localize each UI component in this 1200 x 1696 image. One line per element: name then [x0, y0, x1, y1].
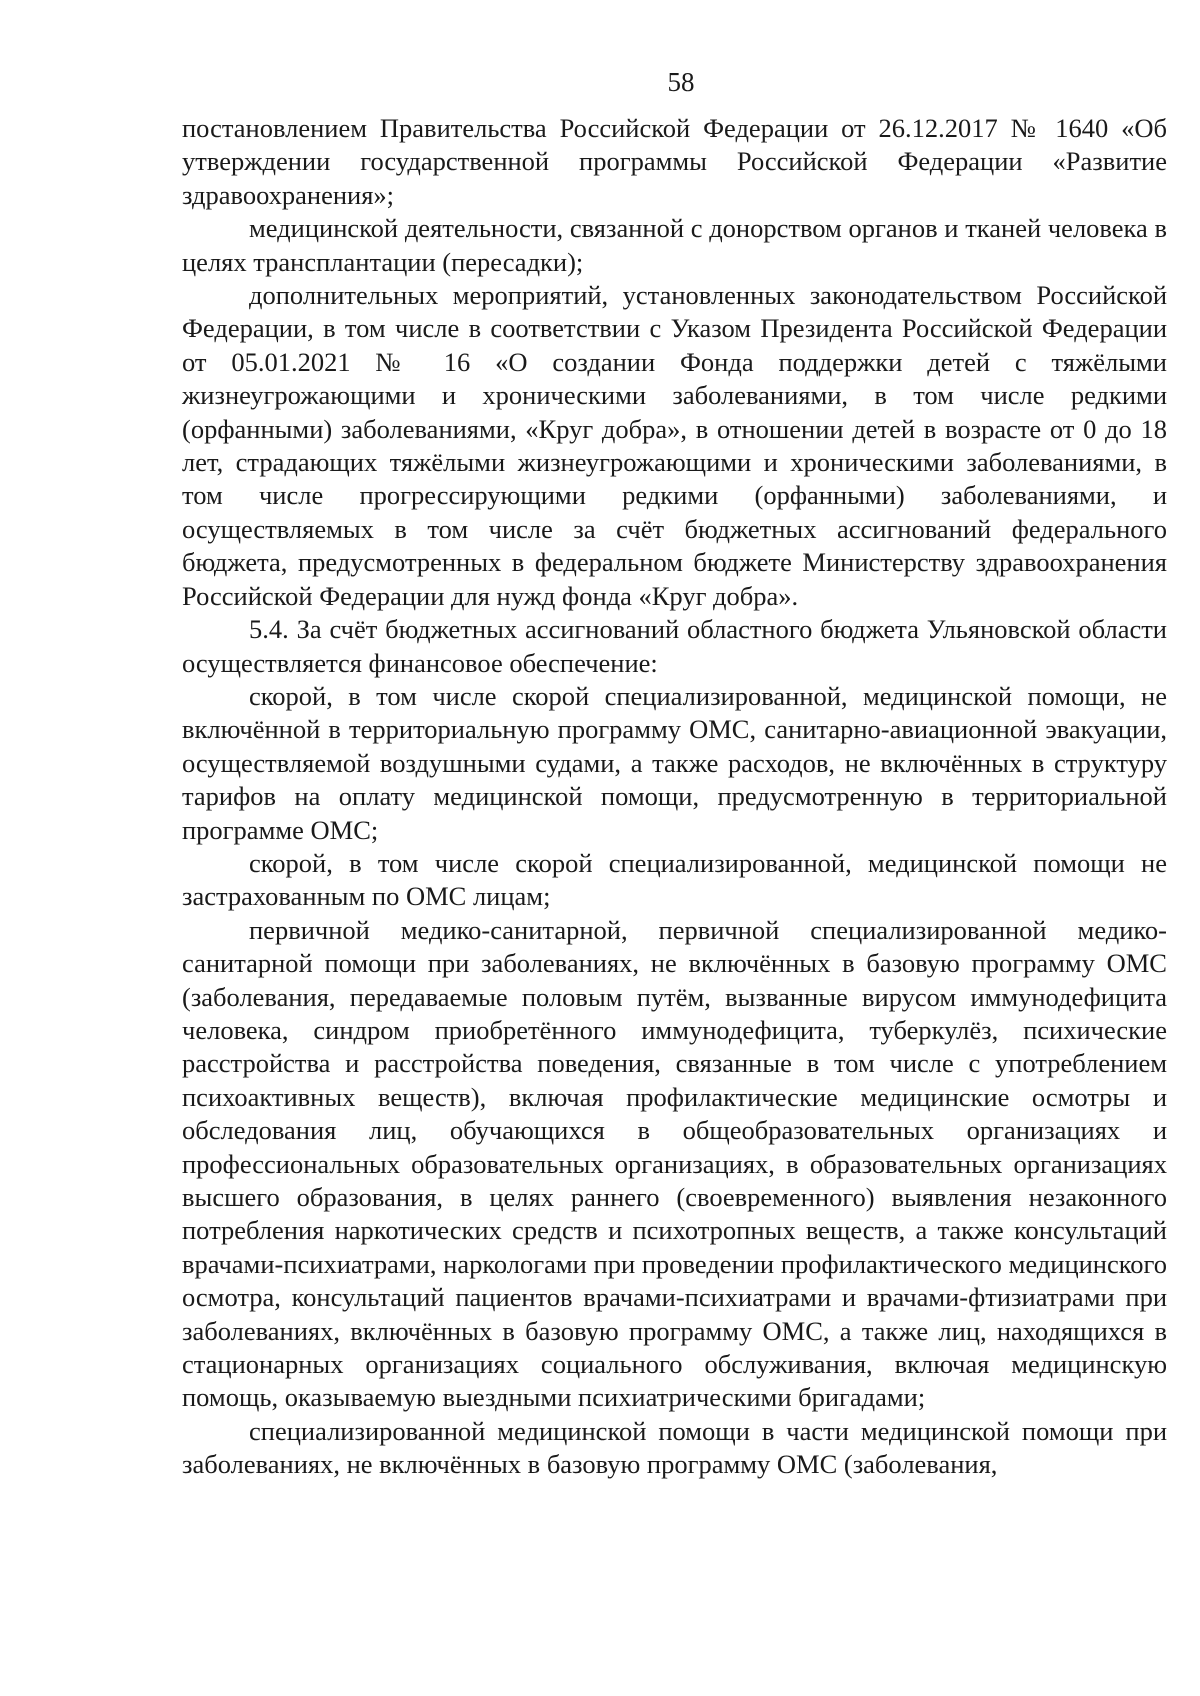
page-number: 58: [667, 67, 695, 97]
paragraph-emergency-care: скорой, в том числе скорой специализированной, медицинской помощи, не включённой в территориальную программу ОМС, санитарно-авиационной эвакуации, осуществляемой воздушными судами, а также расходов, не включённых в структуру тарифов на оплату медицинской помощи, предусмотренную в территориальной программе ОМС;: [182, 680, 1167, 845]
paragraph-decree-reference: постановлением Правительства Российской Федерации от 26.12.2017 № 1640 «Об утверждении государственной программы Российской Федерации «Развитие здравоохранения»;: [182, 113, 1167, 210]
document-body: [182, 112, 1167, 1482]
paragraph-organ-donation: медицинской деятельности, связанной с донорством органов и тканей человека в целях трансплантации (пересадки);: [182, 213, 1167, 277]
paragraph-primary-care: первичной медико-санитарной, первичной специализированной медико-санитарной помощи при заболеваниях, не включённых в базовую программу ОМС (заболевания, передаваемые половым путём, вызванные вирусом иммунодефицита человека, синдром приобретённого иммунодефицита, туберкулёз, психические расстройства и расстройства поведения, связанные в том числе с употреблением психоактивных веществ), включая профилактические медицинские осмотры и обследования лиц, обучающихся в общеобразовательных организациях и профессиональных образовательных организациях, в образовательных организациях высшего образования, в целях раннего (своевременного) выявления незаконного потребления наркотических средств и психотропных веществ, а также консультаций врачами-психиатрами, наркологами при проведении профилактического медицинского осмотра, консультаций пациентов врачами-психиатрами и врачами-фтизиатрами при заболеваниях, включённых в базовую программу ОМС, а также лиц, находящихся в стационарных организациях социального обслуживания, включая медицинскую помощь, оказываемую выездными психиатрическими бригадами;: [182, 914, 1167, 1413]
paragraph-specialized-care: специализированной медицинской помощи в части медицинской помощи при заболеваниях, не включённых в базовую программу ОМС (заболевания,: [182, 1415, 1167, 1480]
paragraph-section-5-4: 5.4. За счёт бюджетных ассигнований областного бюджета Ульяновской области осуществляется финансовое обеспечение:: [182, 614, 1167, 678]
paragraph-emergency-uninsured: скорой, в том числе скорой специализированной, медицинской помощи не застрахованным по ОМС лицам;: [182, 847, 1167, 912]
paragraph-additional-measures: дополнительных мероприятий, установленных законодательством Российской Федерации, в том числе в соответствии с Указом Президента Российской Федерации от 05.01.2021 № 16 «О создании Фонда поддержки детей с тяжёлыми жизнеугрожающими и хроническими заболеваниями, в том числе редкими (орфанными) заболеваниями, «Круг добра», в отношении детей в возрасте от 0 до 18 лет, страдающих тяжёлыми жизнеугрожающими и хроническими заболеваниями, в том числе прогрессирующими редкими (орфанными) заболеваниями, и осуществляемых в том числе за счёт бюджетных ассигнований федерального бюджета, предусмотренных в федеральном бюджете Министерству здравоохранения Российской Федерации для нужд фонда «Круг добра».: [182, 280, 1167, 611]
